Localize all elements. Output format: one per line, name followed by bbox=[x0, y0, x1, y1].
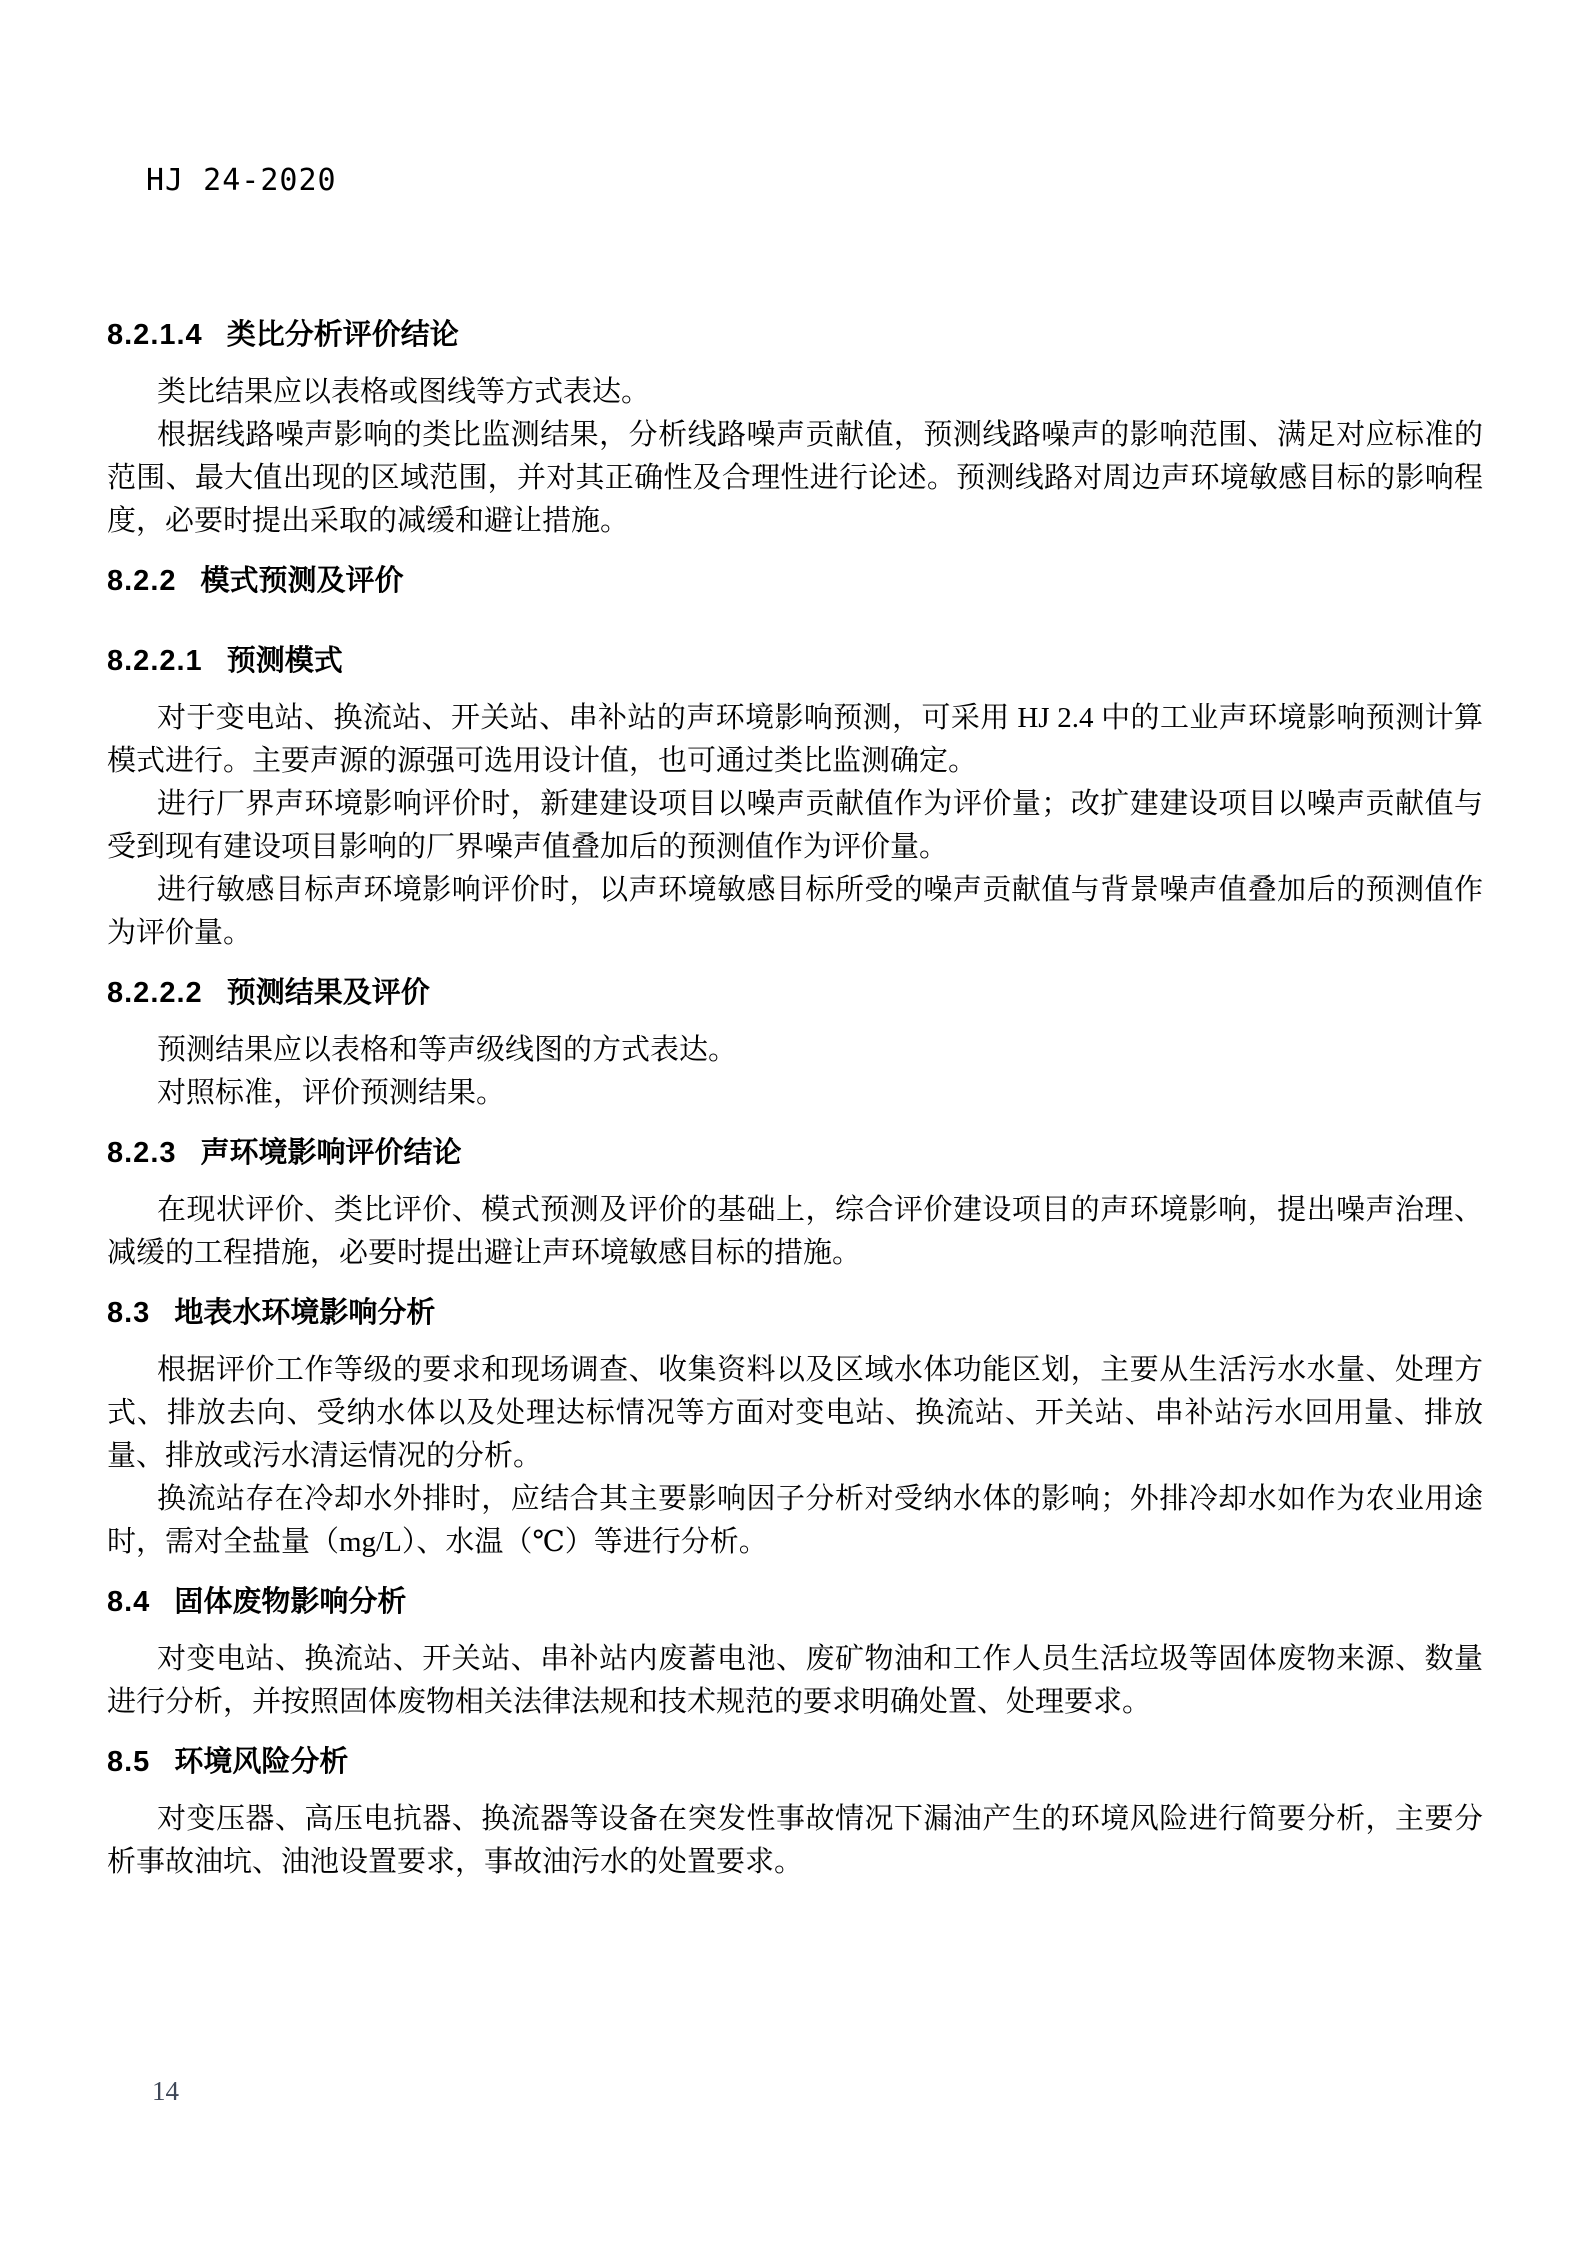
section-heading bbox=[107, 1740, 1483, 1784]
paragraph: 进行敏感目标声环境影响评价时，以声环境敏感目标所受的噪声贡献值与背景噪声值叠加后的预测值作为评价量。 bbox=[107, 874, 1483, 949]
section-title: 类比分析评价结论 bbox=[226, 319, 459, 351]
section-number: 8.2.2.2 bbox=[107, 977, 203, 1009]
section-number: 8.5 bbox=[107, 1746, 151, 1778]
paragraph: 对于变电站、换流站、开关站、串补站的声环境影响预测，可采用 HJ 2.4 中的工业声环境影响预测计算模式进行。主要声源的源强可选用设计值，也可通过类比监测确定。 bbox=[107, 702, 1483, 777]
section-heading bbox=[107, 1580, 1483, 1624]
section-number: 8.4 bbox=[107, 1586, 151, 1618]
paragraph: 根据线路噪声影响的类比监测结果，分析线路噪声贡献值，预测线路噪声的影响范围、满足对应标准的范围、最大值出现的区域范围，并对其正确性及合理性进行论述。预测线路对周边声环境敏感目标的影响程度，必要时提出采取的减缓和避让措施。 bbox=[107, 419, 1483, 537]
paragraph: 换流站存在冷却水外排时，应结合其主要影响因子分析对受纳水体的影响；外排冷却水如作为农业用途时，需对全盐量（mg/L）、水温（℃）等进行分析。 bbox=[107, 1483, 1483, 1558]
paragraph: 在现状评价、类比评价、模式预测及评价的基础上，综合评价建设项目的声环境影响，提出噪声治理、减缓的工程措施，必要时提出避让声环境敏感目标的措施。 bbox=[107, 1194, 1483, 1269]
section-heading bbox=[107, 559, 1483, 603]
paragraph: 进行厂界声环境影响评价时，新建建设项目以噪声贡献值作为评价量；改扩建建设项目以噪声贡献值与受到现有建设项目影响的厂界噪声值叠加后的预测值作为评价量。 bbox=[107, 788, 1483, 863]
section-heading bbox=[107, 639, 1483, 683]
section-number: 8.2.3 bbox=[107, 1137, 177, 1169]
paragraph: 对变电站、换流站、开关站、串补站内废蓄电池、废矿物油和工作人员生活垃圾等固体废物来源、数量进行分析，并按照固体废物相关法律法规和技术规范的要求明确处置、处理要求。 bbox=[107, 1643, 1483, 1718]
paragraph: 类比结果应以表格或图线等方式表达。 bbox=[157, 376, 651, 408]
paragraph: 根据评价工作等级的要求和现场调查、收集资料以及区域水体功能区划，主要从生活污水水量、处理方式、排放去向、受纳水体以及处理达标情况等方面对变电站、换流站、开关站、串补站污水回用量、排放量、排放或污水清运情况的分析。 bbox=[107, 1354, 1483, 1472]
section-number: 8.2.2.1 bbox=[107, 645, 203, 677]
section-number: 8.3 bbox=[107, 1297, 151, 1329]
section-number: 8.2.2 bbox=[107, 565, 177, 597]
section-title: 预测结果及评价 bbox=[226, 977, 430, 1009]
section-title: 地表水环境影响分析 bbox=[174, 1297, 436, 1329]
paragraph: 对照标准，评价预测结果。 bbox=[157, 1077, 506, 1109]
paragraph: 预测结果应以表格和等声级线图的方式表达。 bbox=[157, 1034, 738, 1066]
section-heading bbox=[107, 1131, 1483, 1175]
section-title: 声环境影响评价结论 bbox=[200, 1137, 462, 1169]
section-title: 模式预测及评价 bbox=[200, 565, 404, 597]
section-heading bbox=[107, 313, 1483, 357]
section-title: 环境风险分析 bbox=[174, 1746, 349, 1778]
page-number: 14 bbox=[152, 2076, 179, 2106]
standard-number-header: HJ 24-2020 bbox=[146, 163, 337, 198]
section-heading bbox=[107, 1291, 1483, 1335]
paragraph: 对变压器、高压电抗器、换流器等设备在突发性事故情况下漏油产生的环境风险进行简要分析，主要分析事故油坑、油池设置要求，事故油污水的处置要求。 bbox=[107, 1803, 1483, 1878]
document-body bbox=[107, 297, 1483, 1884]
section-heading bbox=[107, 971, 1483, 1015]
section-number: 8.2.1.4 bbox=[107, 319, 203, 351]
section-title: 预测模式 bbox=[226, 645, 343, 677]
section-title: 固体废物影响分析 bbox=[174, 1586, 407, 1618]
